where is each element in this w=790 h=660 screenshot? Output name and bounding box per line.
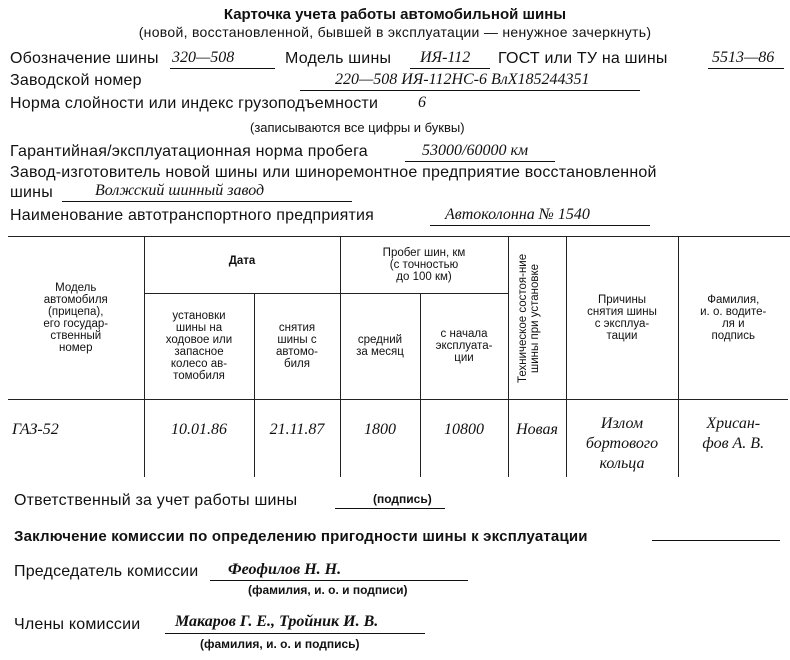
cell-condition: Новая (508, 399, 566, 477)
ply-label: Норма слойности или индекс грузоподъемности (10, 95, 379, 112)
members-hint: (фамилия, и. о. и подпись) (200, 637, 360, 651)
cell-avg: 1800 (340, 399, 420, 477)
model-underline (410, 68, 490, 69)
maker-label-line1: Завод-изготовитель новой шины или шиноремонтное предприятие восстановленной (10, 164, 657, 181)
model-label: Модель шины (285, 50, 392, 67)
header-condition: Техническое состоя-ние шины при установке (508, 237, 566, 399)
members-underline (165, 633, 425, 634)
cell-install-date: 10.01.86 (144, 399, 254, 477)
designation-underline (170, 68, 275, 69)
ply-hint: (записываются все цифры и буквы) (250, 120, 465, 135)
maker-underline (62, 201, 352, 202)
enterprise-underline (430, 225, 650, 226)
designation-value: 320—508 (172, 49, 235, 66)
serial-value: 220—508 ИЯ-112НС-6 ВлХ185244351 (335, 71, 590, 88)
maker-value: Волжский шинный завод (95, 182, 265, 199)
responsible-hint: (подпись) (373, 492, 432, 506)
header-since: с начала эксплуата- ции (420, 293, 508, 399)
header-date: Дата (144, 237, 340, 293)
designation-label: Обозначение шины (10, 50, 159, 67)
cell-model: ГАЗ-52 (8, 399, 144, 477)
gost-value: 5513—86 (712, 49, 775, 66)
model-value: ИЯ-112 (420, 49, 471, 66)
members-value: Макаров Г. Е., Тройник И. В. (175, 613, 379, 630)
cell-reason: Излом бортового кольца (566, 399, 678, 477)
conclusion-underline (652, 540, 780, 541)
cell-removal-date: 21.11.87 (254, 399, 340, 477)
tire-record-table (8, 237, 788, 477)
header-removal: снятия шины с автомо- биля (254, 293, 340, 399)
maker-label-line2: шины (10, 184, 53, 201)
chair-underline (210, 580, 468, 581)
gost-underline (708, 68, 784, 69)
header-model: Модель автомобиля (прицепа), его государ- ственный номер (8, 237, 144, 399)
table-row (8, 399, 788, 477)
header-signature: Фамилия, и. о. водите- ля и подпись (678, 237, 788, 399)
ply-value: 6 (418, 94, 426, 111)
mileage-label: Гарантийная/эксплуатационная норма пробега (10, 143, 368, 160)
responsible-underline (335, 508, 445, 509)
header-avg: средний за месяц (340, 293, 420, 399)
members-label: Члены комиссии (14, 616, 141, 633)
header-reasons: Причины снятия шины с эксплуа- тации (566, 237, 678, 399)
mileage-value: 53000/60000 км (422, 142, 529, 159)
enterprise-label: Наименование автотранспортного предприятия (10, 207, 375, 224)
header-install: установки шины на ходовое или запасное колесо ав- томобиля (144, 293, 254, 399)
mileage-underline (405, 161, 555, 162)
conclusion-label: Заключение комиссии по определению пригодности шины к эксплуатации (14, 528, 588, 545)
chair-hint: (фамилия, и. о. и подписи) (248, 583, 408, 597)
card-subtitle: (новой, восстановленной, бывшей в эксплуатации — ненужное зачеркнуть) (138, 24, 652, 40)
gost-label: ГОСТ или ТУ на шины (498, 50, 668, 67)
serial-underline (300, 90, 640, 91)
cell-since: 10800 (420, 399, 508, 477)
chair-label: Председатель комиссии (14, 563, 199, 580)
chair-value: Феофилов Н. Н. (228, 561, 342, 578)
header-mileage: Пробег шин, км (с точностью до 100 км) (340, 237, 508, 293)
enterprise-value: Автоколонна № 1540 (445, 206, 590, 223)
responsible-label: Ответственный за учет работы шины (14, 492, 298, 509)
cell-driver: Хрисан- фов А. В. (702, 414, 765, 452)
serial-label: Заводской номер (10, 72, 142, 89)
card-title: Карточка учета работы автомобильной шины (223, 6, 567, 23)
